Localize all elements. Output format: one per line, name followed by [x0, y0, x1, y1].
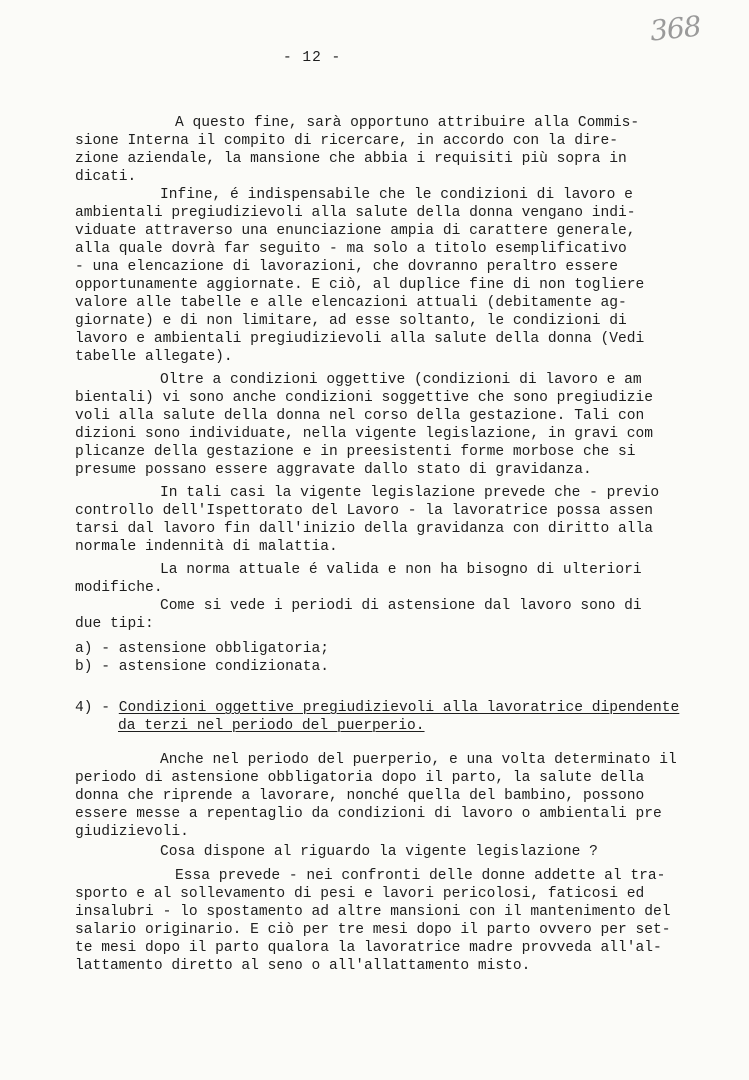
paragraph-9-line-6: lattamento diretto al seno o all'allattamento misto.	[75, 958, 531, 974]
paragraph-9-line-2: sporto e al sollevamento di pesi e lavori pericolosi, faticosi ed	[75, 886, 645, 902]
section-number: 4) -	[75, 700, 111, 716]
paragraph-2-line-7: valore alle tabelle e alle elencazioni attuali (debitamente ag-	[75, 295, 627, 311]
paragraph-2-line-4: alla quale dovrà far seguito - ma solo a titolo esemplificativo	[75, 241, 627, 257]
section-title-part-1: Condizioni oggettive pregiudizievoli alla lavoratrice dipendente	[118, 700, 680, 716]
paragraph-2-line-9: lavoro e ambientali pregiudizievoli alla salute della donna (Vedi	[75, 331, 645, 347]
paragraph-1-line-4: dicati.	[75, 169, 137, 185]
paragraph-7-line-1: Anche nel periodo del puerperio, e una volta determinato il	[160, 752, 677, 768]
paragraph-3-line-5: plicanze della gestazione e in preesistenti forme morbose che si	[75, 444, 636, 460]
paragraph-2-line-10: tabelle allegate).	[75, 349, 233, 365]
paragraph-2-line-2: ambientali pregiudizievoli alla salute della donna vengano indi-	[75, 205, 636, 221]
paragraph-1-line-3: zione aziendale, la mansione che abbia i requisiti più sopra in	[75, 151, 627, 167]
paragraph-2-line-8: giornate) e di non limitare, ad esse soltanto, le condizioni di	[75, 313, 627, 329]
paragraph-1-line-1: A questo fine, sarà opportuno attribuire alla Commis-	[175, 115, 640, 131]
section-heading-line-2	[118, 717, 425, 735]
paragraph-3-line-1: Oltre a condizioni oggettive (condizioni di lavoro e am	[160, 372, 642, 388]
paragraph-9-line-1: Essa prevede - nei confronti delle donne addette al tra-	[175, 868, 666, 884]
paragraph-9-line-4: salario originario. E ciò per tre mesi dopo il parto ovvero per set-	[75, 922, 671, 938]
list-item-b: b) - astensione condizionata.	[75, 659, 329, 675]
paragraph-4-line-1: In tali casi la vigente legislazione prevede che - previo	[160, 485, 660, 501]
paragraph-7-line-2: periodo di astensione obbligatoria dopo il parto, la salute della	[75, 770, 645, 786]
paragraph-1-line-2: sione Interna il compito di ricercare, in accordo con la dire-	[75, 133, 618, 149]
paragraph-9-line-3: insalubri - lo spostamento ad altre mansioni con il mantenimento del	[75, 904, 671, 920]
paragraph-7-line-4: essere messe a repentaglio da condizioni di lavoro o ambientali pre	[75, 806, 662, 822]
paragraph-3-line-4: dizioni sono individuate, nella vigente legislazione, in gravi com	[75, 426, 654, 442]
paragraph-3-line-6: presume possano essere aggravate dallo stato di gravidanza.	[75, 462, 592, 478]
paragraph-9-line-5: te mesi dopo il parto qualora la lavoratrice madre provveda all'al-	[75, 940, 662, 956]
paragraph-7-line-5: giudizievoli.	[75, 824, 189, 840]
paragraph-6-line-2: due tipi:	[75, 616, 154, 632]
paragraph-5-line-2: modifiche.	[75, 580, 163, 596]
list-item-a: a) - astensione obbligatoria;	[75, 641, 329, 657]
paragraph-8-line-1: Cosa dispone al riguardo la vigente legislazione ?	[160, 844, 598, 860]
paragraph-6-line-1: Come si vede i periodi di astensione dal lavoro sono di	[160, 598, 642, 614]
paragraph-4-line-4: normale indennità di malattia.	[75, 539, 338, 555]
paragraph-2-line-1: Infine, é indispensabile che le condizioni di lavoro e	[160, 187, 633, 203]
paragraph-4-line-3: tarsi dal lavoro fin dall'inizio della gravidanza con diritto alla	[75, 521, 654, 537]
section-heading-line-1	[75, 699, 679, 717]
handwritten-page-mark: 368	[648, 9, 703, 48]
paragraph-2-line-3: viduate attraverso una enunciazione ampia di carattere generale,	[75, 223, 636, 239]
paragraph-3-line-2: bientali) vi sono anche condizioni soggettive che sono pregiudizie	[75, 390, 654, 406]
paragraph-2-line-5: - una elencazione di lavorazioni, che dovranno peraltro essere	[75, 259, 618, 275]
paragraph-2-line-6: opportunamente aggiornate. E ciò, al duplice fine di non togliere	[75, 277, 645, 293]
paragraph-5-line-1: La norma attuale é valida e non ha bisogno di ulteriori	[160, 562, 642, 578]
paragraph-4-line-2: controllo dell'Ispettorato del Lavoro - la lavoratrice possa assen	[75, 503, 654, 519]
page-number: - 12 -	[283, 50, 342, 66]
paragraph-3-line-3: voli alla salute della donna nel corso della gestazione. Tali con	[75, 408, 645, 424]
paragraph-7-line-3: donna che riprende a lavorare, nonché quella del bambino, possono	[75, 788, 645, 804]
section-title-part-2: da terzi nel periodo del puerperio.	[118, 718, 425, 734]
